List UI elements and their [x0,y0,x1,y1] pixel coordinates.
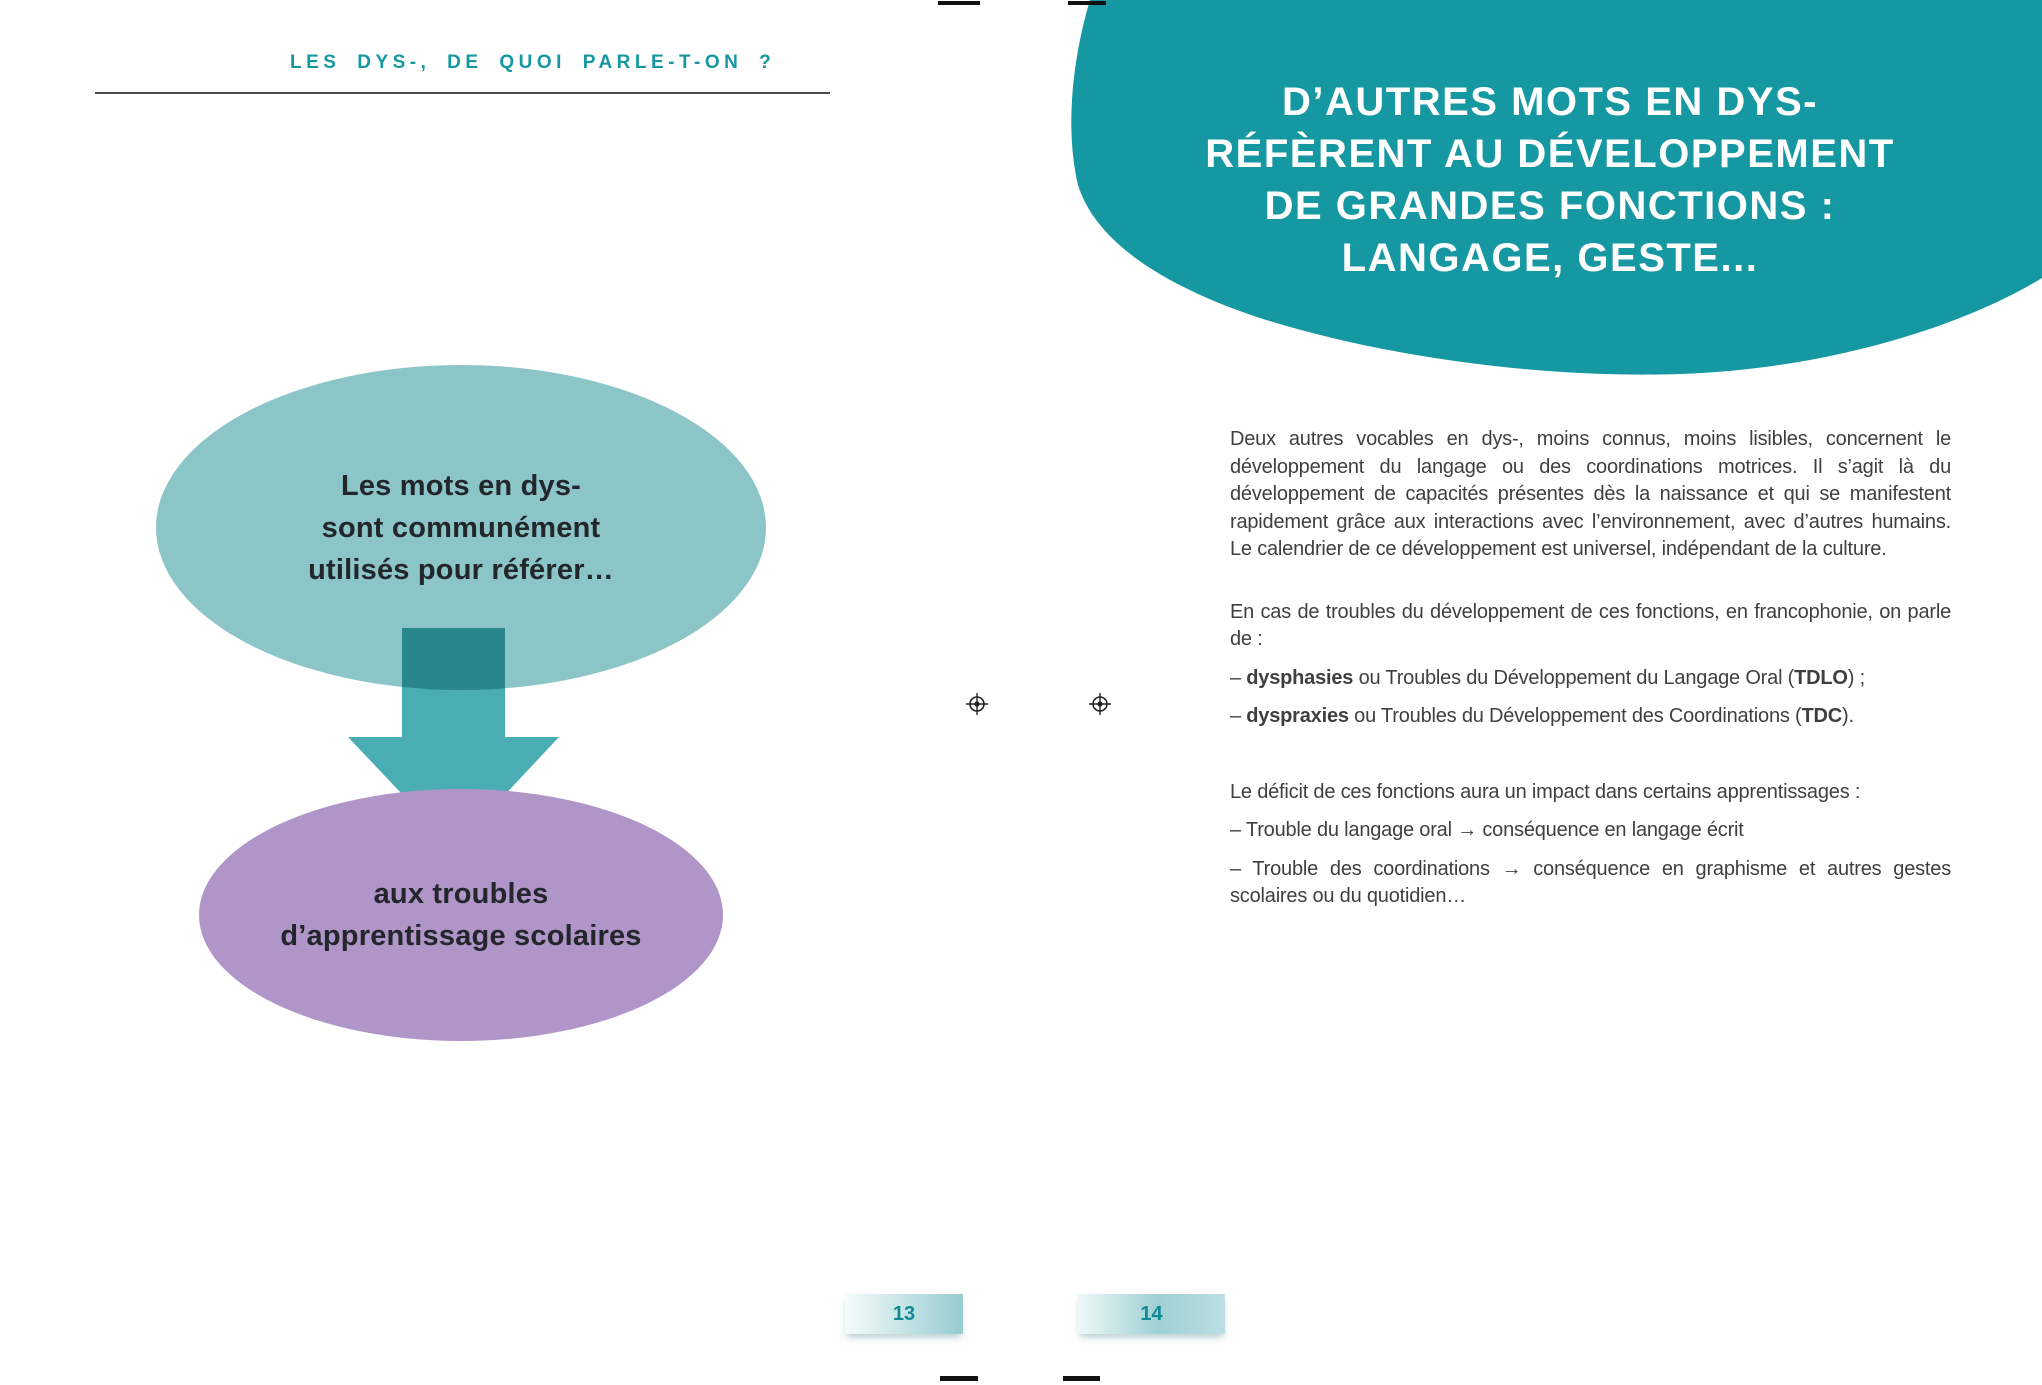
list-item: – Trouble des coordinations → conséquence en graphisme et autres gestes scolaires ou du quotidien… [1230,857,1951,907]
page-number-left [845,1294,963,1334]
header-rule [95,92,830,94]
list-item: – dyspraxies ou Troubles du Développement des Coordinations (TDC). [1230,705,1854,727]
chapter-title-line: RÉFÈRENT AU DÉVELOPPEMENT [1205,132,1895,176]
fold-mark [1068,1,1106,5]
registration-mark-icon [966,693,988,715]
diagram-bottom-ellipse [199,789,723,1041]
fold-mark [940,1376,978,1381]
chapter-title-line: DE GRANDES FONCTIONS : [1264,184,1836,228]
bottom-ellipse-line: aux troubles [373,878,549,910]
list-item: – dysphasies ou Troubles du Développement du Langage Oral (TDLO) ; [1230,666,1865,689]
list-item: – Trouble du langage oral → conséquence en langage écrit [1230,819,1744,841]
page-number-label: 13 [892,1302,916,1325]
fold-mark [1063,1376,1100,1381]
paragraph: Deux autres vocables en dys-, moins connus, moins lisibles, concernent le développement du langage ou des coordinations motrices. Il s’agit là du développement de capacités présentes dès la naissance et qui se manifestent rapidement grâce aux interactions avec l’environnement, avec d’autres humains. Le calendrier de ce développement est universel, indépendant de la culture. [1230,428,1951,560]
bottom-ellipse-line: d’apprentissage scolaires [280,920,642,952]
registration-mark-icon [1089,693,1111,715]
top-ellipse-text [308,465,614,591]
page-number-label: 14 [1140,1302,1163,1325]
paragraph: Le déficit de ces fonctions aura un impact dans certains apprentissages : [1230,780,1861,803]
top-ellipse-line: Les mots en dys- [340,469,582,502]
page-number-right [1078,1294,1225,1334]
chapter-title-line: D’AUTRES MOTS EN DYS- [1282,80,1818,124]
left-page-running-header: LES DYS-, DE QUOI PARLE-T-ON ? [290,52,776,73]
fold-mark [938,1,980,5]
bottom-ellipse-text [280,873,641,957]
top-ellipse-line: utilisés pour référer… [308,553,614,586]
paragraph: En cas de troubles du développement de ces fonctions, en francophonie, on parle de : [1230,600,1951,650]
chapter-title [1100,76,2000,284]
top-ellipse-line: sont communément [321,511,601,544]
body-text-column [1230,426,1951,911]
chapter-title-line: LANGAGE, GESTE... [1341,236,1759,280]
